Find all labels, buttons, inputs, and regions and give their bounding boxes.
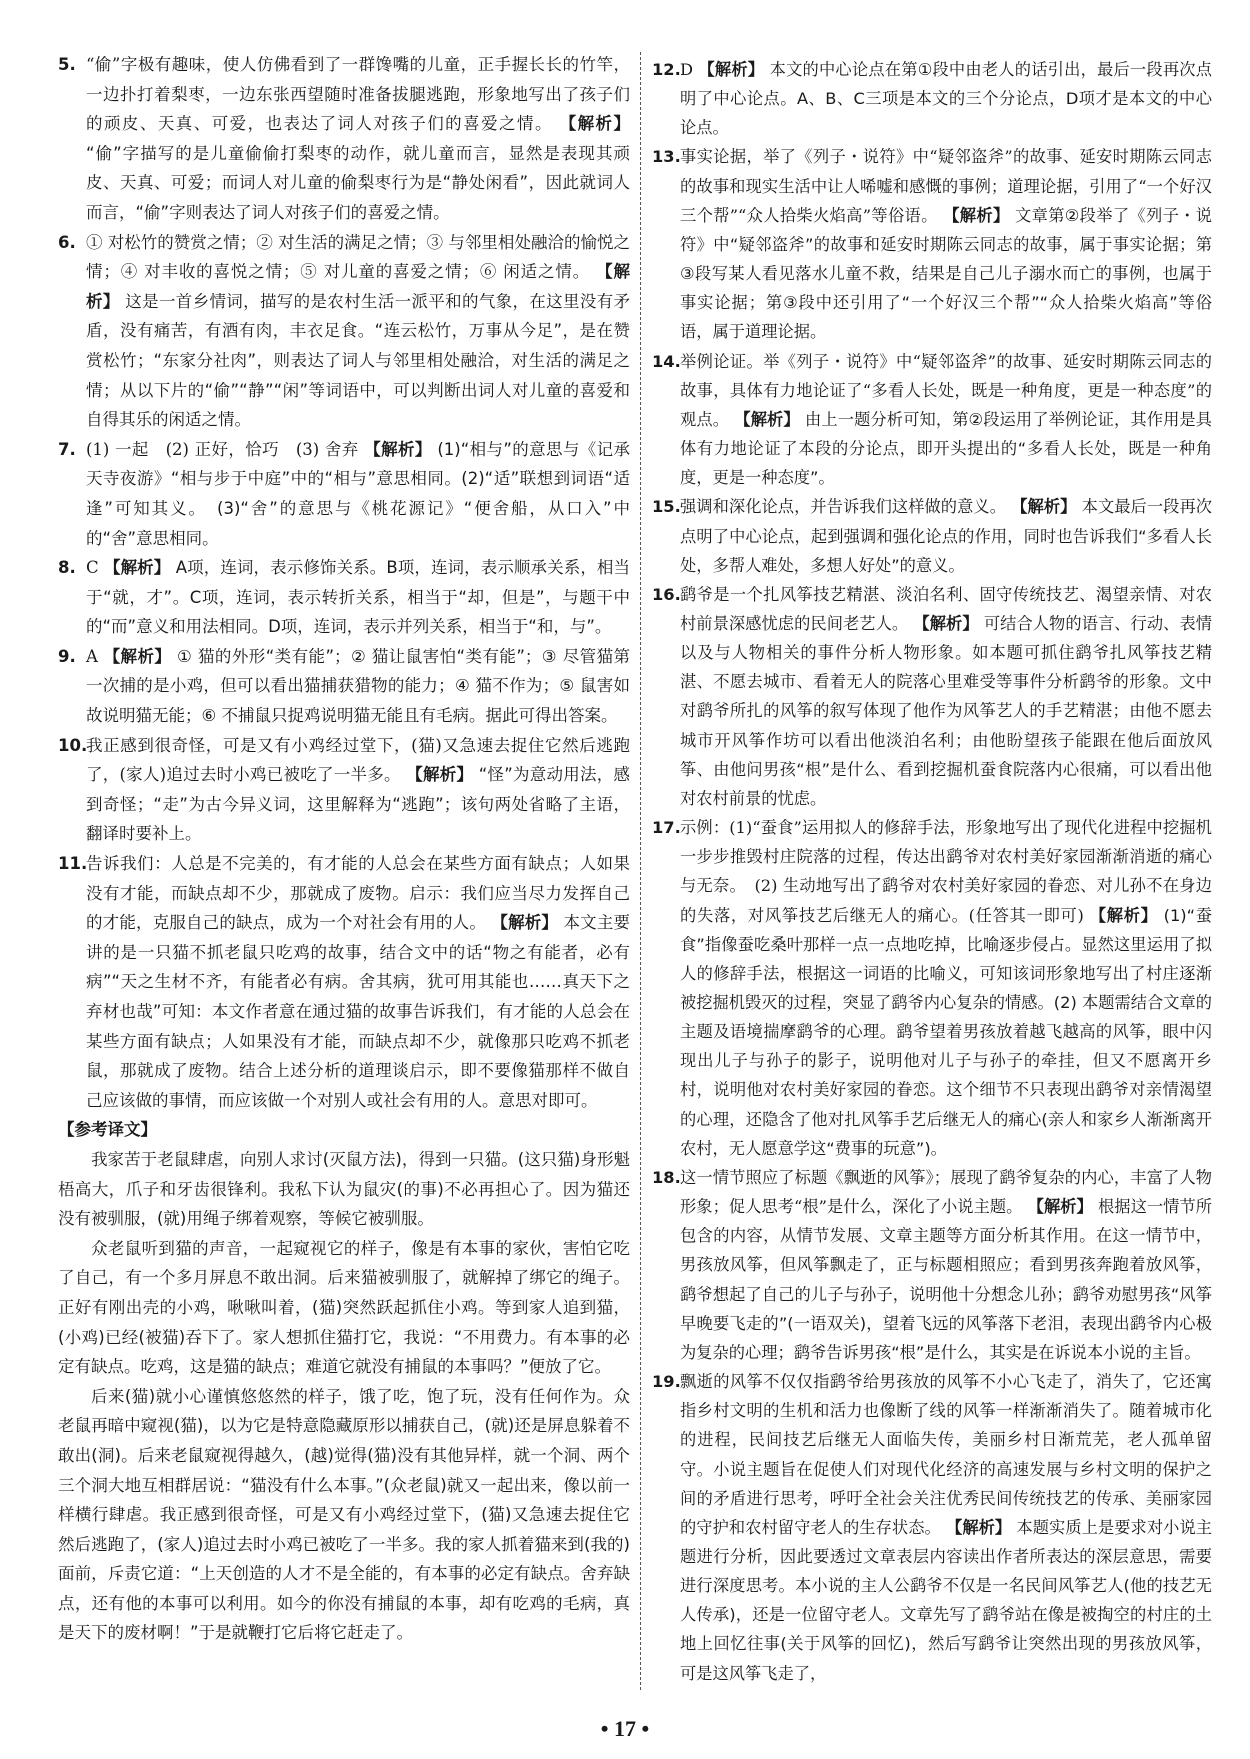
item-analysis: (1)“蚕食”指像蚕吃桑叶那样一点一点地吃掉，比喻逐步侵占。显然这里运用了拟人的修辞手法，根据这一词语的比喻义，可知该词形象地写出了村庄逐渐被挖掘机毁灭的过程，突显了鹞爷内心复杂的情感。(2) 本题需结合文章的主题及语境揣摩鹞爷的心理。鹞爷望着男孩放着越飞越高的风筝，眼中闪现出儿子与孙子的影子，说明他对儿子与孙子的牵挂，但又不愿离开乡村，说明他对农村美好家园的眷恋。这个细节不只表现出鹞爷对亲情渴望的心理，还隐含了他对扎风筝手艺后继无人的痛心(亲人和家乡人渐渐离开农村，无人愿意学这“费事的玩意”)。 bbox=[680, 905, 1213, 1158]
answer-item-19 bbox=[652, 1367, 1212, 1688]
analysis-tag: 【解析】 bbox=[1027, 1197, 1093, 1217]
reference-paragraph: 后来(猫)就小心谨慎悠悠然的样子，饿了吃，饱了玩，没有任何作为。众老鼠再暗中窥视(猫)，以为它是特意隐藏原形以捕获自己，(就)还是屏息躲着不敢出(洞)。后来老鼠窥视得越久，(越)觉得(猫)没有其他异样，就一个洞、两个三个洞大地互相群居说：“猫没有什么本事。”(众老鼠)就又一起出来，像以前一样横行肆虐。我正感到很奇怪，可是又有小鸡经过堂下，(猫)又急速去捉住它然后逃跑了，(家人)追过去时小鸡已被吃了一半多。我的家人抓着猫来到(我的)面前，斥责它道：“上天创造的人才不是全能的，有本事的必定有缺点。舍弃缺点，还有他的本事可以利用。如今的你没有捕鼠的本事，却有吃鸡的毛病，真是天下的废材啊！”于是就鞭打它后将它赶走了。 bbox=[58, 1386, 630, 1643]
analysis-tag: 【解析】 bbox=[491, 913, 559, 933]
item-answer: 事实论据，举了《列子・说符》中“疑邻盗斧”的故事、延安时期陈云同志的故事和现实生活中让人唏嘘和感慨的事例；道理论据，引用了“一个好汉三个帮”“众人拾柴火焰高”等俗语。 bbox=[680, 147, 1212, 225]
item-number: 16. bbox=[652, 584, 681, 604]
answer-item-16 bbox=[652, 580, 1212, 813]
item-analysis: 本题实质上是要求对小说主题进行分析，因此要透过文章表层内容读出作者所表达的深层意思，需要进行深度思考。本小说的主人公鹞爷不仅是一名民间风筝艺人(他的技艺无人传承)，还是一位留守老人。文章先写了鹞爷站在像是被掏空的村庄的土地上回忆往事(关于风筝的回忆)，然后写鹞爷让突然出现的男孩放风筝，可是这风筝飞走了， bbox=[680, 1517, 1213, 1683]
item-analysis: 本文主要讲的是一只猫不抓老鼠只吃鸡的故事，结合文中的话“物之有能者，必有病”“天之生材不齐，有能者必有病。舍其病，犹可用其能也……真天下之弃材也哉”可知：本文作者意在通过猫的故事告诉我们，有才能的人总会在某些方面有缺点；人如果没有才能，而缺点却不少，就像那只吃鸡不抓老鼠，那就成了废物。结合上述分析的道理谈启示，即不要像猫那样不做自己应该做的事情，而应该做一个对别人或社会有用的人。意思对即可。 bbox=[86, 913, 631, 1110]
answer-item-8 bbox=[58, 553, 630, 642]
item-answer: C bbox=[86, 558, 99, 578]
item-analysis: ① 猫的外形“类有能”；② 猫让鼠害怕“类有能”；③ 尽管猫第一次捕的是小鸡，但可以看出猫捕获猎物的能力；④ 猫不作为；⑤ 鼠害如故说明猫无能；⑥ 不捕鼠只捉鸡说明猫无能且有毛病。据此可得出答案。 bbox=[86, 646, 631, 726]
item-number: 19. bbox=[652, 1372, 681, 1392]
item-answer: A bbox=[86, 646, 98, 666]
item-analysis: 可结合人物的语言、行动、表情以及与人物相关的事件分析人物形象。如本题可抓住鹞爷扎风筝技艺精湛、不愿去城市、看着无人的院落心里难受等事件分析鹞爷的形象。文中对鹞爷所扎的风筝的叙写体现了他作为风筝艺人的手艺精湛；由他不愿去城市开风筝作坊可以看出他淡泊名利；由他盼望孩子能跟在他后面放风筝、由他问男孩“根”是什么、看到挖掘机蚕食院落内心很痛，可以看出他对农村前景的忧虑。 bbox=[680, 613, 1212, 808]
analysis-tag: 【解析】 bbox=[559, 114, 631, 134]
answer-item-7 bbox=[58, 435, 630, 553]
answer-item-13 bbox=[652, 142, 1212, 346]
answer-item-15 bbox=[652, 492, 1212, 579]
reference-paragraph: 我家苦于老鼠肆虐，向别人求讨(灭鼠方法)，得到一只猫。(这只猫)身形魁梧高大，爪子和牙齿很锋利。我私下认为鼠灾(的事)不必再担心了。因为猫还没有被驯服，(就)用绳子绑着观察，等候它被驯服。 bbox=[58, 1149, 630, 1229]
answer-item-11 bbox=[58, 849, 630, 1115]
item-number: 8. bbox=[58, 558, 76, 578]
column-divider bbox=[640, 52, 641, 1690]
item-number: 6. bbox=[58, 232, 76, 252]
item-answer: 飘逝的风筝不仅仅指鹞爷给男孩放的风筝不小心飞走了，消失了，它还寓指乡村文明的生机和活力也像断了线的风筝一样渐渐消失了。随着城市化的进程，民间技艺后继无人面临失传，美丽乡村日渐荒芜，老人孤单留守。小说主题旨在促使人们对现代化经济的高速发展与乡村文明的保护之间的矛盾进行思考，呼吁全社会关注优秀民间传统技艺的传承、美丽家园的守护和农村留守老人的生存状态。 bbox=[680, 1372, 1212, 1537]
analysis-tag: 【解析】 bbox=[943, 205, 1010, 225]
answer-item-9 bbox=[58, 642, 630, 731]
answer-item-10 bbox=[58, 731, 630, 849]
reference-translation-title: 【参考译文】 bbox=[58, 1120, 157, 1140]
item-answer: 这一情节照应了标题《飘逝的风筝》；展现了鹞爷复杂的内心，丰富了人物形象；促人思考“根”是什么，深化了小说主题。 bbox=[680, 1167, 1212, 1217]
item-answer: “偷”字极有趣味，使人仿佛看到了一群馋嘴的儿童，正手握长长的竹竿，一边扑打着梨枣，一边东张西望随时准备拔腿逃跑，形象地写出了孩子们的顽皮、天真、可爱，也表达了词人对孩子们的喜爱之情。 bbox=[86, 55, 630, 134]
item-analysis: (1)“相与”的意思与《记承天寺夜游》“相与步于中庭”中的“相与”意思相同。(2)“适”联想到词语“适逢”可知其义。 (3)“舍”的意思与《桃花源记》“便舍船，从口入”中的“舍”意思相同。 bbox=[86, 439, 631, 548]
analysis-tag: 【解析】 bbox=[946, 1517, 1012, 1537]
item-number: 15. bbox=[652, 497, 681, 517]
item-analysis: “偷”字描写的是儿童偷偷打梨枣的动作，就儿童而言，显然是表现其顽皮、天真、可爱；而词人对儿童的偷梨枣行为是“静处闲看”，因此就词人而言，“偷”字则表达了词人对孩子们的喜爱之情。 bbox=[86, 143, 630, 222]
reference-paragraph: 众老鼠听到猫的声音，一起窥视它的样子，像是有本事的家伙，害怕它吃了自己，有一个多月屏息不敢出洞。后来猫被驯服了，就解掉了绑它的绳子。正好有刚出壳的小鸡，啾啾叫着，(猫)突然跃起抓住小鸡。等到家人追到猫，(小鸡)已经(被猫)吞下了。家人想抓住猫打它，我说：“不用费力。有本事的必定有缺点。吃鸡，这是猫的缺点；难道它就没有捕鼠的本事吗？”便放了它。 bbox=[58, 1238, 630, 1377]
item-answer: D bbox=[680, 60, 694, 79]
item-analysis: 本文的中心论点在第①段中由老人的话引出，最后一段再次点明了中心论点。A、B、C三项是本文的三个分论点，D项才是本文的中心论点。 bbox=[680, 60, 1212, 138]
item-answer: 举例论证。举《列子・说符》中“疑邻盗斧”的故事、延安时期陈云同志的故事，具体有力地论证了“多看人长处，既是一种角度，更是一种态度”的观点。 bbox=[680, 351, 1212, 429]
answer-item-5 bbox=[58, 50, 630, 228]
item-number: 10. bbox=[58, 735, 88, 755]
analysis-tag: 【解析】 bbox=[86, 262, 630, 311]
page-number: • 17 • bbox=[600, 1716, 650, 1741]
analysis-tag: 【解析】 bbox=[698, 60, 765, 79]
answer-item-12 bbox=[652, 55, 1212, 142]
item-analysis: 文章第②段举了《列子・说符》中“疑邻盗斧”的故事和延安时期陈云同志的故事，属于事实论据；第③段写某人看见落水儿童不救，结果是自己儿子溺水而亡的事例，也属于事实论据；第③段中还引用了“一个好汉三个帮”“众人拾柴火焰高”等俗语，属于道理论据。 bbox=[680, 205, 1212, 342]
answer-item-17 bbox=[652, 813, 1212, 1163]
analysis-tag: 【解析】 bbox=[364, 439, 432, 459]
item-number: 18. bbox=[652, 1167, 681, 1187]
analysis-tag: 【解析】 bbox=[103, 558, 171, 578]
item-number: 9. bbox=[58, 646, 76, 666]
analysis-tag: 【解析】 bbox=[913, 613, 979, 633]
item-answer: (1) 一起 (2) 正好，恰巧 (3) 舍弃 bbox=[86, 439, 359, 459]
analysis-tag: 【解析】 bbox=[406, 765, 474, 785]
item-analysis: A项，连词，表示修饰关系。B项，连词，表示顺承关系，相当于“就，才”。C项，连词，表示转折关系，相当于“却，但是”，与题干中的“而”意义和用法相同。D项，连词，表示并列关系，相当于“和，与”。 bbox=[86, 558, 631, 637]
analysis-tag: 【解析】 bbox=[1089, 905, 1158, 925]
item-number: 14. bbox=[652, 351, 681, 371]
answer-item-14 bbox=[652, 347, 1212, 493]
item-analysis: 本文最后一段再次点明了中心论点，起到强调和强化论点的作用，同时也告诉我们“多看人长处，多帮人难处，多想人好处”的意义。 bbox=[680, 497, 1213, 575]
right-column bbox=[652, 55, 1212, 1688]
item-analysis: 根据这一情节所包含的内容，从情节发展、文章主题等方面分析其作用。在这一情节中，男孩放风筝，但风筝飘走了，正与标题相照应；看到男孩奔跑着放风筝，鹞爷想起了自己的儿子与孙子，说明他十分想念儿孙；鹞爷劝慰男孩“风筝早晚要飞走的”(一语双关)，望着飞远的风筝落下老泪，表现出鹞爷内心极为复杂的心理；鹞爷告诉男孩“根”是什么，其实是在诉说本小说的主旨。 bbox=[680, 1197, 1212, 1362]
item-answer: ① 对松竹的赞赏之情；② 对生活的满足之情；③ 与邻里相处融洽的愉悦之情；④ 对丰收的喜悦之情；⑤ 对儿童的喜爱之情；⑥ 闲适之情。 bbox=[86, 232, 630, 282]
item-number: 12. bbox=[652, 60, 681, 79]
item-analysis: 由上一题分析可知，第②段运用了举例论证，其作用是具体有力地论证了本段的分论点，即开头提出的“多看人长处，既是一种角度，更是一种态度”。 bbox=[680, 409, 1213, 488]
item-number: 13. bbox=[652, 147, 681, 167]
answer-item-18 bbox=[652, 1163, 1212, 1367]
item-number: 7. bbox=[58, 439, 76, 459]
item-analysis: “怪”为意动用法，感到奇怪；“走”为古今异义词，这里解释为“逃跑”；该句两处省略了主语，翻译时要补上。 bbox=[86, 765, 631, 844]
item-answer: 示例：(1)“蚕食”运用拟人的修辞手法，形象地写出了现代化进程中挖掘机一步步推毁村庄院落的过程，传达出鹞爷对农村美好家园渐渐消逝的痛心与无奈。 (2) 生动地写出了鹞爷对农村美好家园的眷恋、对儿孙不在身边的失落，对风筝技艺后继无人的痛心。(任答其一即可) bbox=[680, 818, 1212, 925]
item-number: 17. bbox=[652, 818, 681, 838]
answer-item-6 bbox=[58, 228, 630, 435]
analysis-tag: 【解析】 bbox=[103, 646, 172, 666]
item-answer: 我正感到很奇怪，可是又有小鸡经过堂下，(猫)又急速去捉住它然后逃跑了，(家人)追过去时小鸡已被吃了一半多。 bbox=[86, 735, 630, 785]
item-answer: 鹞爷是一个扎风筝技艺精湛、淡泊名利、固守传统技艺、渴望亲情、对农村前景深感忧虑的民间老艺人。 bbox=[680, 584, 1212, 633]
item-analysis: 这是一首乡情词，描写的是农村生活一派平和的气象，在这里没有矛盾，没有痛苦，有酒有肉，丰衣足食。“连云松竹，万事从今足”，是在赞赏松竹；“东家分社肉”，则表达了词人与邻里相处融洽，对生活的满足之情；从以下片的“偷”“静”“闲”等词语中，可以判断出词人对儿童的喜爱和自得其乐的闲适之情。 bbox=[86, 291, 631, 430]
left-column bbox=[58, 50, 630, 1648]
item-number: 5. bbox=[58, 55, 76, 74]
analysis-tag: 【解析】 bbox=[734, 409, 800, 429]
item-answer: 告诉我们：人总是不完美的，有才能的人总会在某些方面有缺点；人如果没有才能，而缺点却不少，那就成了废物。启示：我们应当尽力发挥自己的才能，克服自己的缺点，成为一个对社会有用的人。 bbox=[86, 854, 630, 933]
item-number: 11. bbox=[58, 854, 88, 874]
analysis-tag: 【解析】 bbox=[1011, 497, 1077, 517]
item-answer: 强调和深化论点，并告诉我们这样做的意义。 bbox=[680, 497, 1007, 517]
